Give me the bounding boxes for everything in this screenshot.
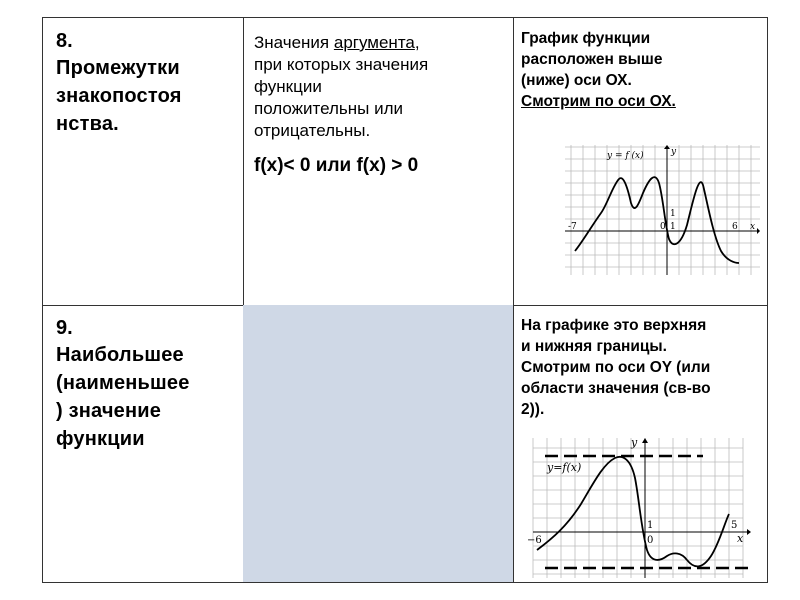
row1-desc-comma: , <box>414 33 420 52</box>
row2-right-line: 2)). <box>521 401 545 418</box>
row2-title-cell <box>43 305 243 582</box>
row1-description-cell <box>243 18 513 305</box>
row2-title-line: функции <box>56 428 145 450</box>
row1-title <box>43 54 243 138</box>
row1-formula: f(x)< 0 или f(x) > 0 <box>254 155 419 176</box>
row2-number: 9. <box>56 317 73 339</box>
axis-y-label: y <box>671 147 677 157</box>
tick-label-one-y: 1 <box>670 209 676 219</box>
row1-desc-line: положительны или <box>254 99 404 118</box>
graph-grid <box>533 438 743 578</box>
function-curve <box>575 177 739 263</box>
axis-x-label: x <box>750 222 756 232</box>
row1-desc-underlined: аргумента <box>333 33 415 52</box>
row2-title-line: (наименьшее <box>56 372 190 394</box>
row1-title-line: Промежутки <box>56 57 180 79</box>
tick-label-pos: 5 <box>731 520 738 531</box>
row2-empty-cell <box>243 305 513 582</box>
tick-label-neg: −6 <box>527 535 542 546</box>
axis-x-label: x <box>737 532 744 545</box>
tick-label-zero: 0 <box>660 222 666 232</box>
row1-title-line: нства. <box>56 113 119 135</box>
x-axis-arrow <box>747 529 751 535</box>
row1-desc-first-line <box>254 32 505 54</box>
tick-label-pos: 6 <box>732 222 738 232</box>
tick-label-neg: -7 <box>568 222 577 232</box>
row1-desc-line: отрицательны. <box>254 121 371 140</box>
row1-graph-cell <box>513 18 769 305</box>
row1-right-underlined: Смотрим по оси ОХ. <box>521 93 676 110</box>
function-label: y = f (x) <box>607 151 644 161</box>
row1-graph-text <box>513 18 769 112</box>
row2-title-line: ) значение <box>56 400 162 422</box>
y-axis-arrow <box>642 438 648 443</box>
x-axis-arrow <box>757 228 760 234</box>
graph-grid <box>565 145 760 275</box>
row2-right-line: На графике это верхняя <box>521 317 707 334</box>
row1-title-cell <box>43 18 243 305</box>
axis-y-label: y <box>631 438 638 449</box>
row1-desc-line: функции <box>254 77 322 96</box>
tick-label-one: 1 <box>647 520 654 531</box>
row2-right-line: области значения (св-во <box>521 380 711 397</box>
row1-description <box>243 18 513 142</box>
row2-graph-cell <box>513 305 769 582</box>
row2-title-line: Наибольшее <box>56 344 184 366</box>
row1-right-line: График функции <box>521 30 651 47</box>
row1-right-line: расположен выше <box>521 51 663 68</box>
row2-graph-text <box>513 305 769 420</box>
row1-function-graph <box>565 145 760 275</box>
row2-title <box>43 341 243 453</box>
row2-function-graph <box>523 438 753 578</box>
row1-right-line: (ниже) оси ОХ. <box>521 72 632 89</box>
row2-right-line: и нижняя границы. <box>521 338 667 355</box>
tick-label-zero: 0 <box>647 535 654 546</box>
row2-right-line: Смотрим по оси OY (или <box>521 359 711 376</box>
properties-table <box>42 17 768 583</box>
row1-title-line: знакопостоя <box>56 85 182 107</box>
function-label: y=f(x) <box>547 461 582 474</box>
row1-desc-text: Значения <box>254 33 334 52</box>
row1-number: 8. <box>56 30 73 52</box>
tick-label-one-x: 1 <box>670 222 676 232</box>
row1-desc-line: при которых значения <box>254 55 429 74</box>
